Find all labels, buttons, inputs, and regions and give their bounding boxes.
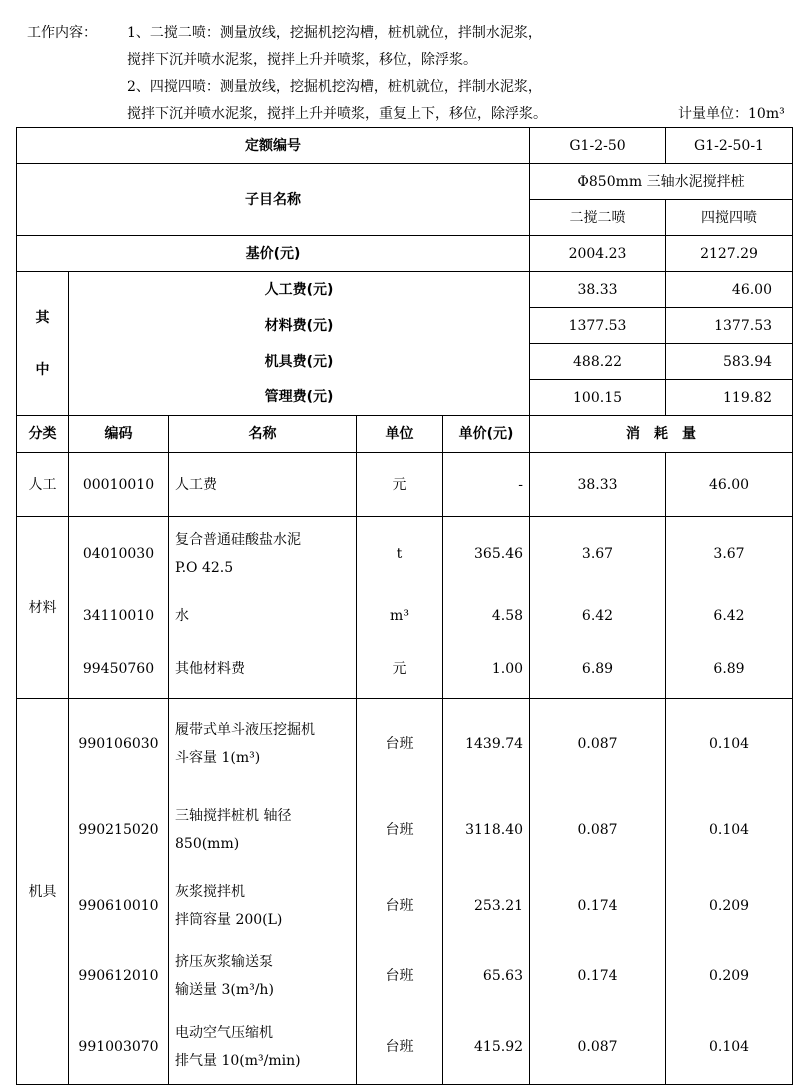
row-price: 1439.74: [443, 699, 530, 789]
fee-management-2: 119.82: [666, 380, 793, 416]
fee-machine-1: 488.22: [530, 344, 666, 380]
row-price: 3118.40: [443, 789, 530, 871]
row-qty-1: 6.42: [530, 591, 666, 641]
row-price: 4.58: [443, 591, 530, 641]
quota-code-1: G1-2-50: [530, 128, 666, 164]
row-qty-1: 0.174: [530, 871, 666, 941]
row-name-line-2: 斗容量 1(m³): [175, 749, 261, 766]
fee-labor-1: 38.33: [530, 272, 666, 308]
work-content-line-2: 搅拌下沉并喷水泥浆，搅拌上升并喷浆，移位，除浮浆。: [127, 52, 477, 68]
row-code: 34110010: [69, 591, 169, 641]
row-unit: m³: [357, 591, 443, 641]
work-content-label: 工作内容：: [27, 25, 97, 41]
unit-of-measure: 计量单位：10m³: [678, 106, 785, 122]
fee-labor-2: 46.00: [666, 272, 793, 308]
work-content-line-3: 2、四搅四喷：测量放线，挖掘机挖沟槽，桩机就位，拌制水泥浆，: [127, 79, 542, 95]
row-price: 253.21: [443, 871, 530, 941]
row-code: 00010010: [69, 453, 169, 517]
row-code: 990215020: [69, 789, 169, 871]
fee-material-2: 1377.53: [666, 308, 793, 344]
row-qty-2: 0.209: [666, 871, 793, 941]
row-qty-2: 46.00: [666, 453, 793, 517]
table-row: [17, 871, 793, 941]
col-header-name: 名称: [169, 416, 357, 453]
item-name-label: 子目名称: [17, 164, 530, 236]
row-name-line-1: 灰浆搅拌机: [175, 883, 245, 900]
fee-label-machine: 机具费(元): [69, 344, 530, 380]
row-qty-1: 6.89: [530, 641, 666, 699]
col-header-category: 分类: [17, 416, 69, 453]
row-name: [169, 789, 357, 871]
row-qty-2: 0.104: [666, 789, 793, 871]
table-row: [17, 453, 793, 517]
row-name: 其他材料费: [169, 641, 357, 699]
table-row: [17, 641, 793, 699]
table-row: [17, 789, 793, 871]
row-unit: 台班: [357, 789, 443, 871]
row-code: 990610010: [69, 871, 169, 941]
table-row: [17, 941, 793, 1011]
fee-label-management: 管理费(元): [69, 380, 530, 416]
row-name-line-1: 履带式单斗液压挖掘机: [175, 721, 315, 738]
among-label: [17, 272, 69, 416]
row-code: 990106030: [69, 699, 169, 789]
row-name-line-1: 电动空气压缩机: [175, 1025, 273, 1042]
row-unit: 元: [357, 453, 443, 517]
col-header-quantity: 消 耗 量: [530, 416, 793, 453]
base-price-1: 2004.23: [530, 236, 666, 272]
row-name-line-2: 输送量 3(m³/h): [175, 981, 274, 998]
base-price-2: 2127.29: [666, 236, 793, 272]
row-qty-2: 0.104: [666, 1011, 793, 1085]
row-code: 991003070: [69, 1011, 169, 1085]
col-header-code: 编码: [69, 416, 169, 453]
base-price-label: 基价(元): [17, 236, 530, 272]
row-code: 04010030: [69, 517, 169, 591]
row-code: 99450760: [69, 641, 169, 699]
col-header-unit: 单位: [357, 416, 443, 453]
row-price: 65.63: [443, 941, 530, 1011]
row-name: [169, 699, 357, 789]
row-qty-1: 0.087: [530, 789, 666, 871]
row-qty-1: 3.67: [530, 517, 666, 591]
row-name-line-2: 850(mm): [175, 835, 240, 852]
row-name: 水: [169, 591, 357, 641]
row-name: [169, 1011, 357, 1085]
category-machine: 机具: [17, 699, 69, 1085]
work-content-line-4: 搅拌下沉并喷水泥浆，搅拌上升并喷浆，重复上下，移位，除浮浆。: [127, 106, 547, 122]
item-name-2: 四搅四喷: [666, 200, 793, 236]
category-material: 材料: [17, 517, 69, 699]
among-char-1: 其: [35, 309, 50, 326]
row-price: 365.46: [443, 517, 530, 591]
row-name-line-2: 拌筒容量 200(L): [175, 911, 283, 928]
row-name: [169, 941, 357, 1011]
among-char-2: 中: [35, 361, 50, 378]
row-name: [169, 871, 357, 941]
row-name-line-1: 复合普通硅酸盐水泥: [175, 531, 301, 548]
category-labor: 人工: [17, 453, 69, 517]
row-qty-2: 3.67: [666, 517, 793, 591]
row-name-line-1: 三轴搅拌桩机 轴径: [175, 807, 292, 824]
item-group-name: Φ850mm 三轴水泥搅拌桩: [530, 164, 793, 200]
row-qty-2: 0.104: [666, 699, 793, 789]
work-content-line-1: 1、二搅二喷：测量放线，挖掘机挖沟槽，桩机就位，拌制水泥浆，: [127, 25, 542, 41]
fee-label-material: 材料费(元): [69, 308, 530, 344]
table-row: [17, 517, 793, 591]
row-unit: 台班: [357, 941, 443, 1011]
fee-material-1: 1377.53: [530, 308, 666, 344]
item-name-1: 二搅二喷: [530, 200, 666, 236]
row-name: 人工费: [169, 453, 357, 517]
fee-management-1: 100.15: [530, 380, 666, 416]
row-qty-1: 0.087: [530, 1011, 666, 1085]
row-price: -: [443, 453, 530, 517]
quota-code-2: G1-2-50-1: [666, 128, 793, 164]
work-content-header: [0, 0, 808, 125]
row-unit: 台班: [357, 1011, 443, 1085]
row-name-line-2: 排气量 10(m³/min): [175, 1053, 301, 1070]
row-qty-2: 6.42: [666, 591, 793, 641]
row-qty-2: 0.209: [666, 941, 793, 1011]
quota-table: [16, 127, 793, 1085]
row-unit: 台班: [357, 699, 443, 789]
fee-machine-2: 583.94: [666, 344, 793, 380]
row-qty-1: 0.087: [530, 699, 666, 789]
table-row: [17, 591, 793, 641]
row-qty-1: 38.33: [530, 453, 666, 517]
row-code: 990612010: [69, 941, 169, 1011]
row-name: [169, 517, 357, 591]
row-name-line-1: 挤压灰浆输送泵: [175, 953, 273, 970]
row-price: 415.92: [443, 1011, 530, 1085]
row-name-line-2: P.O 42.5: [175, 559, 234, 576]
row-qty-2: 6.89: [666, 641, 793, 699]
quota-code-label: 定额编号: [17, 128, 530, 164]
row-price: 1.00: [443, 641, 530, 699]
row-unit: t: [357, 517, 443, 591]
table-row: [17, 699, 793, 789]
row-unit: 元: [357, 641, 443, 699]
row-unit: 台班: [357, 871, 443, 941]
fee-label-labor: 人工费(元): [69, 272, 530, 308]
col-header-price: 单价(元): [443, 416, 530, 453]
table-row: [17, 1011, 793, 1085]
row-qty-1: 0.174: [530, 941, 666, 1011]
